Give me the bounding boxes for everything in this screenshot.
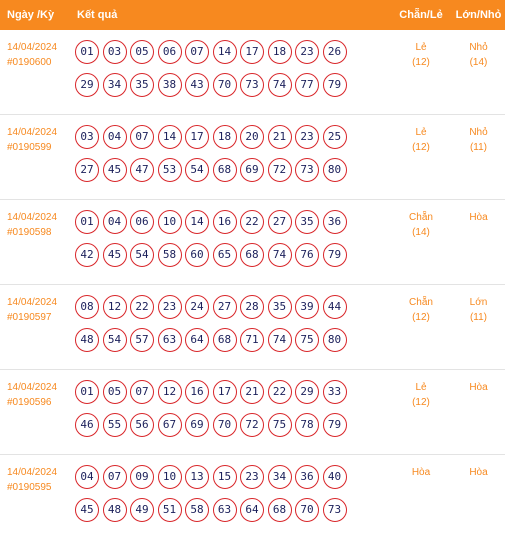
number-ball: 13 xyxy=(185,465,209,489)
ball-row xyxy=(75,120,390,153)
number-ball: 43 xyxy=(185,73,209,97)
number-ball: 29 xyxy=(75,73,99,97)
number-ball: 80 xyxy=(323,158,347,182)
number-ball: 27 xyxy=(75,158,99,182)
number-ball: 28 xyxy=(240,295,264,319)
draw-date: 14/04/2024 xyxy=(7,212,58,223)
number-ball: 64 xyxy=(185,328,209,352)
number-ball: 03 xyxy=(103,40,127,64)
number-ball: 73 xyxy=(240,73,264,97)
even-odd-cell xyxy=(390,455,452,540)
big-small-result: Nhỏ xyxy=(469,127,488,138)
draw-period: #0190597 xyxy=(7,312,52,323)
result-cell xyxy=(73,115,390,199)
even-odd-count: (12) xyxy=(412,397,430,408)
even-odd-result: Lẻ xyxy=(415,127,427,138)
number-ball: 72 xyxy=(268,158,292,182)
number-ball: 07 xyxy=(103,465,127,489)
number-ball: 10 xyxy=(158,210,182,234)
number-ball: 40 xyxy=(323,465,347,489)
number-ball: 68 xyxy=(268,498,292,522)
number-ball: 75 xyxy=(295,328,319,352)
even-odd-cell xyxy=(390,285,452,369)
big-small-result: Hòa xyxy=(469,467,488,478)
table-row xyxy=(0,285,505,370)
date-cell xyxy=(0,115,73,199)
even-odd-count: (12) xyxy=(412,142,430,153)
result-cell xyxy=(73,285,390,369)
number-ball: 70 xyxy=(213,413,237,437)
number-ball: 55 xyxy=(103,413,127,437)
result-cell xyxy=(73,30,390,114)
number-ball: 22 xyxy=(240,210,264,234)
ball-row xyxy=(75,375,390,408)
number-ball: 63 xyxy=(158,328,182,352)
number-ball: 54 xyxy=(185,158,209,182)
number-ball: 04 xyxy=(103,210,127,234)
big-small-cell xyxy=(452,285,505,369)
draw-period: #0190600 xyxy=(7,57,52,68)
result-cell xyxy=(73,455,390,540)
big-small-result: Hòa xyxy=(469,212,488,223)
number-ball: 03 xyxy=(75,125,99,149)
number-ball: 01 xyxy=(75,210,99,234)
number-ball: 70 xyxy=(295,498,319,522)
number-ball: 17 xyxy=(213,380,237,404)
number-ball: 76 xyxy=(295,243,319,267)
number-ball: 34 xyxy=(103,73,127,97)
number-ball: 79 xyxy=(323,413,347,437)
draw-period: #0190599 xyxy=(7,142,52,153)
number-ball: 06 xyxy=(158,40,182,64)
number-ball: 20 xyxy=(240,125,264,149)
even-odd-result: Lẻ xyxy=(415,382,427,393)
number-ball: 51 xyxy=(158,498,182,522)
number-ball: 39 xyxy=(295,295,319,319)
big-small-count: (11) xyxy=(469,142,488,153)
draw-date: 14/04/2024 xyxy=(7,127,58,138)
draw-date: 14/04/2024 xyxy=(7,382,58,393)
number-ball: 35 xyxy=(295,210,319,234)
number-ball: 14 xyxy=(213,40,237,64)
number-ball: 17 xyxy=(185,125,209,149)
even-odd-result: Chẵn xyxy=(409,297,433,308)
number-ball: 07 xyxy=(185,40,209,64)
number-ball: 27 xyxy=(213,295,237,319)
number-ball: 45 xyxy=(103,243,127,267)
number-ball: 45 xyxy=(103,158,127,182)
number-ball: 80 xyxy=(323,328,347,352)
number-ball: 65 xyxy=(213,243,237,267)
number-ball: 79 xyxy=(323,73,347,97)
number-ball: 21 xyxy=(240,380,264,404)
ball-row xyxy=(75,68,390,101)
number-ball: 35 xyxy=(268,295,292,319)
result-cell xyxy=(73,200,390,284)
even-odd-result: Chẵn xyxy=(409,212,433,223)
draw-period: #0190595 xyxy=(7,482,52,493)
number-ball: 58 xyxy=(158,243,182,267)
number-ball: 68 xyxy=(213,328,237,352)
even-odd-count: (12) xyxy=(412,312,430,323)
number-ball: 46 xyxy=(75,413,99,437)
number-ball: 04 xyxy=(103,125,127,149)
number-ball: 57 xyxy=(130,328,154,352)
number-ball: 45 xyxy=(75,498,99,522)
big-small-cell xyxy=(452,30,505,114)
number-ball: 35 xyxy=(130,73,154,97)
table-row xyxy=(0,30,505,115)
table-body xyxy=(0,30,505,540)
big-small-result: Lớn xyxy=(469,297,488,308)
number-ball: 75 xyxy=(268,413,292,437)
header-even-odd: Chẵn/Lẻ xyxy=(399,9,443,21)
even-odd-cell xyxy=(390,370,452,454)
number-ball: 49 xyxy=(130,498,154,522)
even-odd-result: Lẻ xyxy=(415,42,427,53)
big-small-cell xyxy=(452,115,505,199)
date-cell xyxy=(0,370,73,454)
number-ball: 17 xyxy=(240,40,264,64)
number-ball: 29 xyxy=(295,380,319,404)
number-ball: 21 xyxy=(268,125,292,149)
number-ball: 27 xyxy=(268,210,292,234)
even-odd-cell xyxy=(390,115,452,199)
number-ball: 15 xyxy=(213,465,237,489)
number-ball: 56 xyxy=(130,413,154,437)
big-small-cell xyxy=(452,200,505,284)
number-ball: 26 xyxy=(323,40,347,64)
ball-row xyxy=(75,35,390,68)
number-ball: 42 xyxy=(75,243,99,267)
big-small-count: (14) xyxy=(469,57,488,68)
number-ball: 67 xyxy=(158,413,182,437)
number-ball: 68 xyxy=(240,243,264,267)
ball-row xyxy=(75,238,390,271)
big-small-result: Nhỏ xyxy=(469,42,488,53)
date-cell xyxy=(0,285,73,369)
number-ball: 74 xyxy=(268,73,292,97)
number-ball: 01 xyxy=(75,40,99,64)
header-big-small: Lớn/Nhỏ xyxy=(455,9,502,21)
number-ball: 79 xyxy=(323,243,347,267)
ball-row xyxy=(75,290,390,323)
number-ball: 05 xyxy=(130,40,154,64)
number-ball: 44 xyxy=(323,295,347,319)
number-ball: 18 xyxy=(213,125,237,149)
header-date: Ngày /Kỳ xyxy=(7,9,55,21)
number-ball: 68 xyxy=(213,158,237,182)
draw-period: #0190598 xyxy=(7,227,52,238)
number-ball: 74 xyxy=(268,243,292,267)
ball-row xyxy=(75,205,390,238)
date-cell xyxy=(0,30,73,114)
number-ball: 06 xyxy=(130,210,154,234)
table-row xyxy=(0,370,505,455)
number-ball: 72 xyxy=(240,413,264,437)
number-ball: 12 xyxy=(158,380,182,404)
even-odd-count: (12) xyxy=(412,57,430,68)
number-ball: 16 xyxy=(185,380,209,404)
header-result: Kết quả xyxy=(77,9,118,21)
number-ball: 73 xyxy=(323,498,347,522)
table-row xyxy=(0,115,505,200)
number-ball: 38 xyxy=(158,73,182,97)
date-cell xyxy=(0,455,73,540)
ball-row xyxy=(75,460,390,493)
table-header xyxy=(0,0,505,30)
big-small-cell xyxy=(452,370,505,454)
draw-date: 14/04/2024 xyxy=(7,42,58,53)
number-ball: 34 xyxy=(268,465,292,489)
number-ball: 22 xyxy=(130,295,154,319)
number-ball: 23 xyxy=(158,295,182,319)
number-ball: 69 xyxy=(240,158,264,182)
number-ball: 07 xyxy=(130,125,154,149)
number-ball: 78 xyxy=(295,413,319,437)
number-ball: 69 xyxy=(185,413,209,437)
number-ball: 74 xyxy=(268,328,292,352)
number-ball: 71 xyxy=(240,328,264,352)
even-odd-cell xyxy=(390,30,452,114)
number-ball: 60 xyxy=(185,243,209,267)
number-ball: 23 xyxy=(240,465,264,489)
number-ball: 73 xyxy=(295,158,319,182)
number-ball: 47 xyxy=(130,158,154,182)
even-odd-count: (14) xyxy=(412,227,430,238)
number-ball: 36 xyxy=(323,210,347,234)
number-ball: 07 xyxy=(130,380,154,404)
draw-date: 14/04/2024 xyxy=(7,297,58,308)
number-ball: 53 xyxy=(158,158,182,182)
ball-row xyxy=(75,323,390,356)
number-ball: 08 xyxy=(75,295,99,319)
date-cell xyxy=(0,200,73,284)
number-ball: 22 xyxy=(268,380,292,404)
number-ball: 54 xyxy=(103,328,127,352)
number-ball: 77 xyxy=(295,73,319,97)
number-ball: 05 xyxy=(103,380,127,404)
draw-date: 14/04/2024 xyxy=(7,467,58,478)
number-ball: 23 xyxy=(295,125,319,149)
number-ball: 01 xyxy=(75,380,99,404)
even-odd-result: Hòa xyxy=(411,467,431,478)
table-row xyxy=(0,455,505,540)
number-ball: 09 xyxy=(130,465,154,489)
number-ball: 24 xyxy=(185,295,209,319)
number-ball: 04 xyxy=(75,465,99,489)
number-ball: 12 xyxy=(103,295,127,319)
number-ball: 33 xyxy=(323,380,347,404)
number-ball: 18 xyxy=(268,40,292,64)
number-ball: 48 xyxy=(75,328,99,352)
number-ball: 14 xyxy=(185,210,209,234)
number-ball: 48 xyxy=(103,498,127,522)
number-ball: 63 xyxy=(213,498,237,522)
number-ball: 70 xyxy=(213,73,237,97)
result-cell xyxy=(73,370,390,454)
number-ball: 58 xyxy=(185,498,209,522)
big-small-count: (11) xyxy=(469,312,488,323)
number-ball: 14 xyxy=(158,125,182,149)
number-ball: 25 xyxy=(323,125,347,149)
number-ball: 23 xyxy=(295,40,319,64)
even-odd-cell xyxy=(390,200,452,284)
table-row xyxy=(0,200,505,285)
ball-row xyxy=(75,408,390,441)
number-ball: 10 xyxy=(158,465,182,489)
number-ball: 36 xyxy=(295,465,319,489)
number-ball: 16 xyxy=(213,210,237,234)
big-small-result: Hòa xyxy=(469,382,488,393)
big-small-cell xyxy=(452,455,505,540)
number-ball: 64 xyxy=(240,498,264,522)
number-ball: 54 xyxy=(130,243,154,267)
draw-period: #0190596 xyxy=(7,397,52,408)
ball-row xyxy=(75,493,390,526)
ball-row xyxy=(75,153,390,186)
